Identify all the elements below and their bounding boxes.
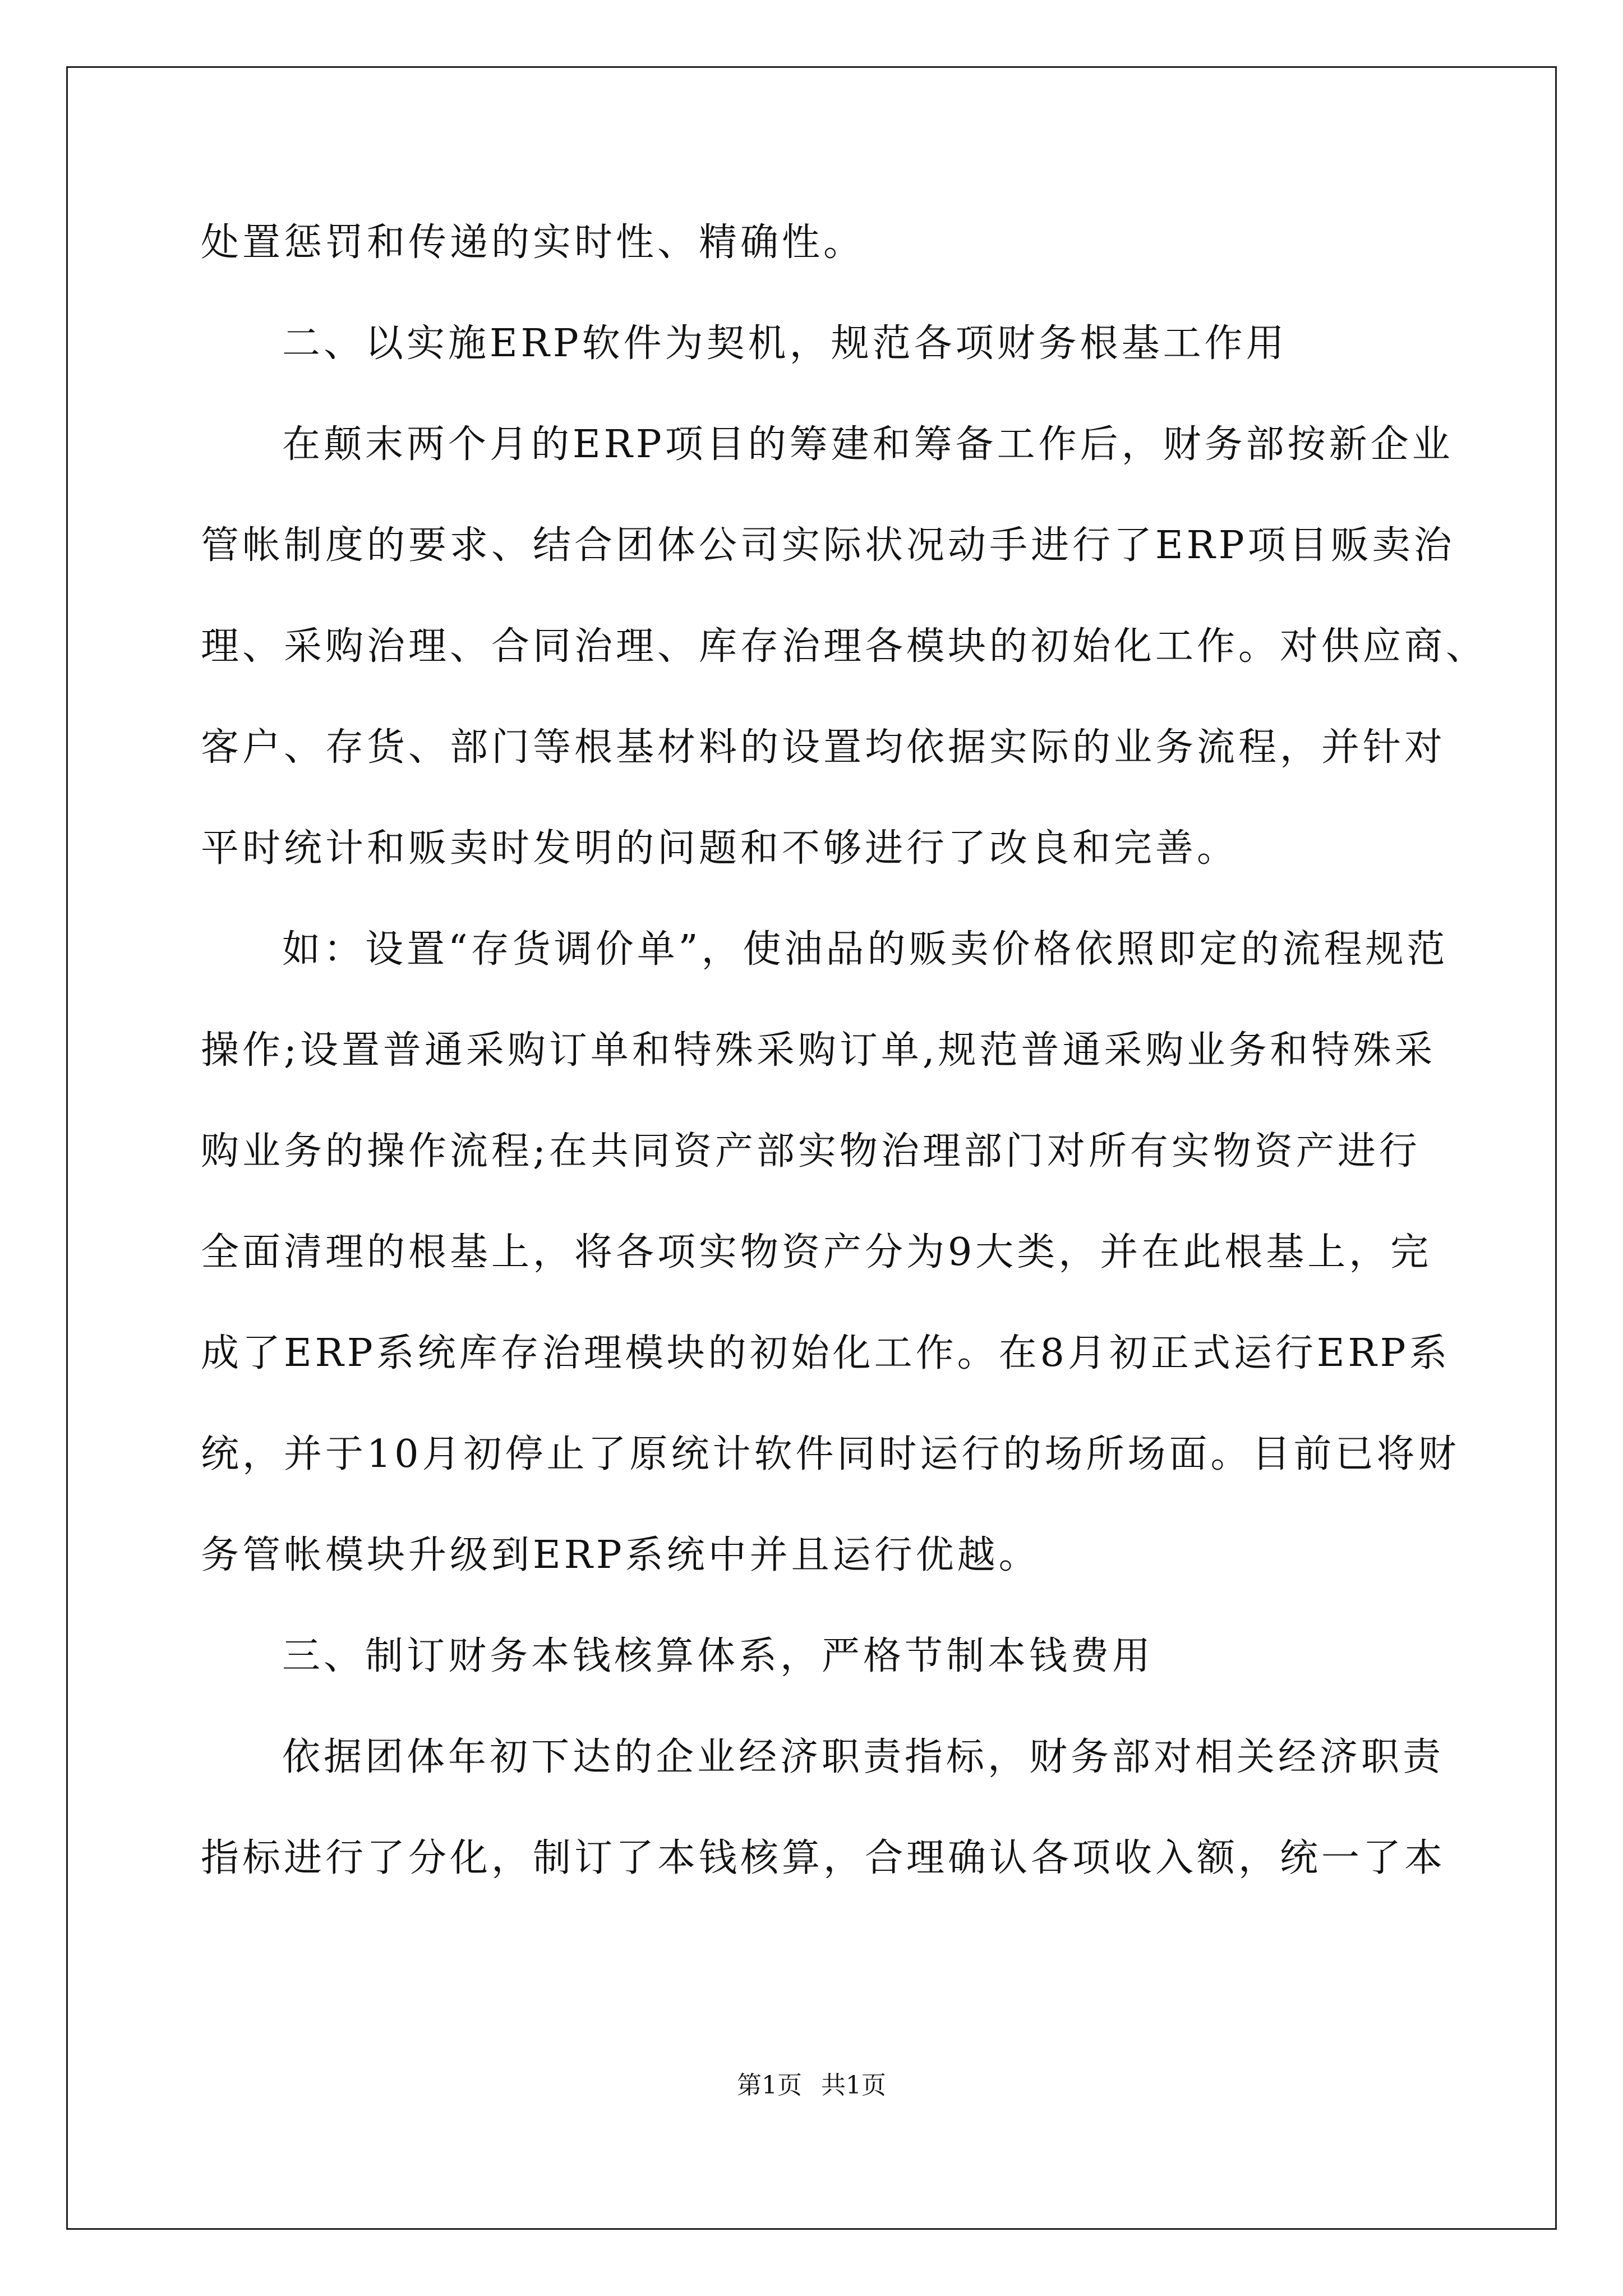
text-line: 成了ERP系统库存治理模块的初始化工作。在8月初正式运行ERP系 bbox=[201, 1331, 1451, 1375]
text-line: 处置惩罚和传递的实时性、精确性。 bbox=[201, 220, 865, 265]
page-footer bbox=[0, 2069, 1623, 2102]
page-total: 共1页 bbox=[821, 2071, 886, 2100]
text-line: 客户、存货、部门等根基材料的设置均依据实际的业务流程，并针对 bbox=[201, 725, 1446, 770]
text-line: 全面清理的根基上，将各项实物资产分为9大类，并在此根基上，完 bbox=[201, 1230, 1432, 1274]
text-line: 管帐制度的要求、结合团体公司实际状况动手进行了ERP项目贩卖治 bbox=[201, 523, 1455, 568]
text-line: 理、采购治理、合同治理、库存治理各模块的初始化工作。对供应商、 bbox=[201, 624, 1488, 669]
section-heading: 二、以实施ERP软件为契机，规范各项财务根基工作用 bbox=[282, 321, 1288, 366]
section-heading: 三、制订财务本钱核算体系，严格节制本钱费用 bbox=[282, 1634, 1154, 1678]
text-line: 操作;设置普通采购订单和特殊采购订单,规范普通采购业务和特殊采 bbox=[201, 1028, 1436, 1073]
text-line: 如：设置“存货调价单”，使油品的贩卖价格依照即定的流程规范 bbox=[282, 927, 1449, 972]
text-line: 指标进行了分化，制订了本钱核算，合理确认各项收入额，统一了本 bbox=[201, 1836, 1446, 1880]
text-line: 购业务的操作流程;在共同资产部实物治理部门对所有实物资产进行 bbox=[201, 1129, 1421, 1174]
text-line: 在颠末两个月的ERP项目的筹建和筹备工作后，财务部按新企业 bbox=[282, 422, 1454, 467]
text-line: 平时统计和贩卖时发明的问题和不够进行了改良和完善。 bbox=[201, 826, 1239, 871]
text-line: 依据团体年初下达的企业经济职责指标，财务部对相关经济职责 bbox=[282, 1735, 1445, 1779]
page-number: 第1页 bbox=[737, 2071, 802, 2100]
text-line: 统，并于10月初停止了原统计软件同时运行的场所场面。目前已将财 bbox=[201, 1432, 1460, 1476]
text-line: 务管帐模块升级到ERP系统中并且运行优越。 bbox=[201, 1533, 1040, 1577]
